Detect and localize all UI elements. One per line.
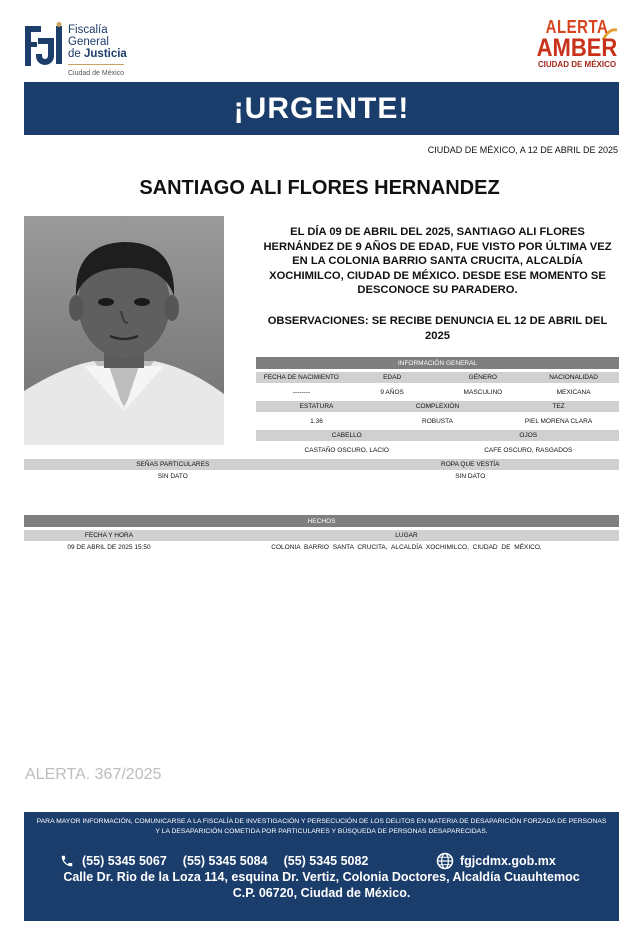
label-complexion: TEZ [552,403,565,410]
phone-number-1[interactable]: (55) 5345 5067 [82,854,167,868]
value-datetime: 09 DE ABRIL DE 2025 15:50 [67,543,151,551]
value-gender: MASCULINO [463,388,503,396]
info-row4-values [24,470,619,482]
info-row3-labels [256,430,619,441]
amber-line2: AMBER [536,33,618,62]
label-gender: GÉNERO [468,374,497,381]
label-eyes: OJOS [519,432,538,439]
date-line: CIUDAD DE MÉXICO, A 12 DE ABRIL DE 2025 [427,145,618,155]
value-place: COLONIA BARRIO SANTA CRUCITA, ALCALDÍA XOCHIMILCO, CIUDAD DE MÉXICO, [271,543,542,551]
urgent-banner [24,82,619,135]
footer [24,812,619,921]
fgj-logo [24,20,164,78]
value-build: ROBUSTA [422,417,453,425]
info-row2-labels [256,401,619,412]
fgj-line1: Fiscalía [68,24,108,36]
info-row1-labels [256,372,619,383]
fgj-line3 [68,48,127,60]
value-complexion: PIEL MORENA CLARA [524,417,593,425]
phone-number-3[interactable]: (55) 5345 5082 [283,854,369,868]
label-nationality: NACIONALIDAD [549,374,598,381]
label-clothing: ROPA QUE VESTÍA [441,461,500,468]
person-name: SANTIAGO ALI FLORES HERNANDEZ [139,177,500,199]
alert-number: ALERTA. 367/2025 [25,766,162,783]
hechos-header: HECHOS [24,515,619,527]
missing-person-photo [24,216,224,445]
footer-address [24,870,619,901]
info-row2-values [256,415,619,427]
hechos-labels [24,530,619,541]
amber-line3: CIUDAD DE MÉXICO [537,60,617,69]
fgj-subtitle: Ciudad de México [68,64,124,80]
value-hair: CASTAÑO OSCURO, LACIO [304,446,389,454]
amber-line1: ALERTA [545,17,609,38]
fgj-emblem-icon [24,22,64,74]
address-line2: C.P. 06720, Ciudad de México. [232,885,411,900]
phone-icon [60,854,74,868]
observations-text: OBSERVACIONES: SE RECIBE DENUNCIA EL 12 DE ABRIL DEL 2025 [267,315,608,342]
website-link[interactable]: fgjcdmx.gob.mx [460,854,556,868]
alerta-amber-logo [533,17,621,80]
address-line1: Calle Dr. Rio de la Loza 114, esquina Dr. Vertiz, Colonia Doctores, Alcaldía Cuauhtemoc [63,870,580,884]
label-datetime: FECHA Y HORA [84,532,134,539]
label-hair: CABELLO [331,432,362,439]
value-height: 1.36 [310,417,323,425]
label-build: COMPLEXIÓN [415,403,460,410]
description-text: EL DÍA 09 DE ABRIL DEL 2025, SANTIAGO ALI FLORES HERNÁNDEZ DE 9 AÑOS DE EDAD, FUE VISTO POR ÚLTIMA VEZ EN LA COLONIA BARRIO SANTA CRUCITA, ALCALDÍA XOCHIMILCO, CIUDAD DE MÉXICO. DESDE ESE MOMENTO SE DESCONOCE SU PARADERO. [263,226,612,296]
label-place: LUGAR [395,532,418,539]
urgent-title: ¡URGENTE! [233,91,410,125]
info-row4-labels [24,459,619,470]
value-clothing: SIN DATO [455,472,486,480]
fgj-line3-bold: Justicia [84,48,127,60]
info-row3-values [256,444,619,456]
globe-icon [436,852,454,870]
label-height: ESTATURA [299,403,334,410]
info-row1-values [256,386,619,398]
hechos-values [24,541,619,553]
label-age: EDAD [383,374,402,381]
value-marks: SIN DATO [157,472,188,480]
label-marks: SEÑAS PARTICULARES [136,461,210,468]
phone-number-2[interactable]: (55) 5345 5084 [182,854,268,868]
value-age: 9 AÑOS [380,388,404,396]
footer-note: PARA MAYOR INFORMACIÓN, COMUNICARSE A LA FISCALÍA DE INVESTIGACIÓN Y PERSECUCIÓN DE LOS DELITOS EN MATERIA DE DESAPARICIÓN FORZADA DE PERSONAS Y LA DESAPARICIÓN COMETIDA POR PARTICULARES Y BÚSQUEDA DE PERSONAS DESAPARECIDAS. [36,818,607,835]
value-nationality: MEXICANA [556,388,591,396]
footer-phones [60,854,384,868]
footer-website[interactable] [436,852,556,870]
fgj-logo-text [68,24,127,80]
value-birthdate: -------- [292,388,311,396]
info-general-header: INFORMACIÓN GENERAL [256,357,619,369]
fgj-line2: General [68,36,109,48]
fgj-line3-prefix: de [68,48,84,60]
label-birthdate: FECHA DE NACIMIENTO [263,374,339,381]
photo-portrait-icon [24,216,224,445]
value-eyes: CAFE OSCURO, RASGADOS [484,446,573,454]
